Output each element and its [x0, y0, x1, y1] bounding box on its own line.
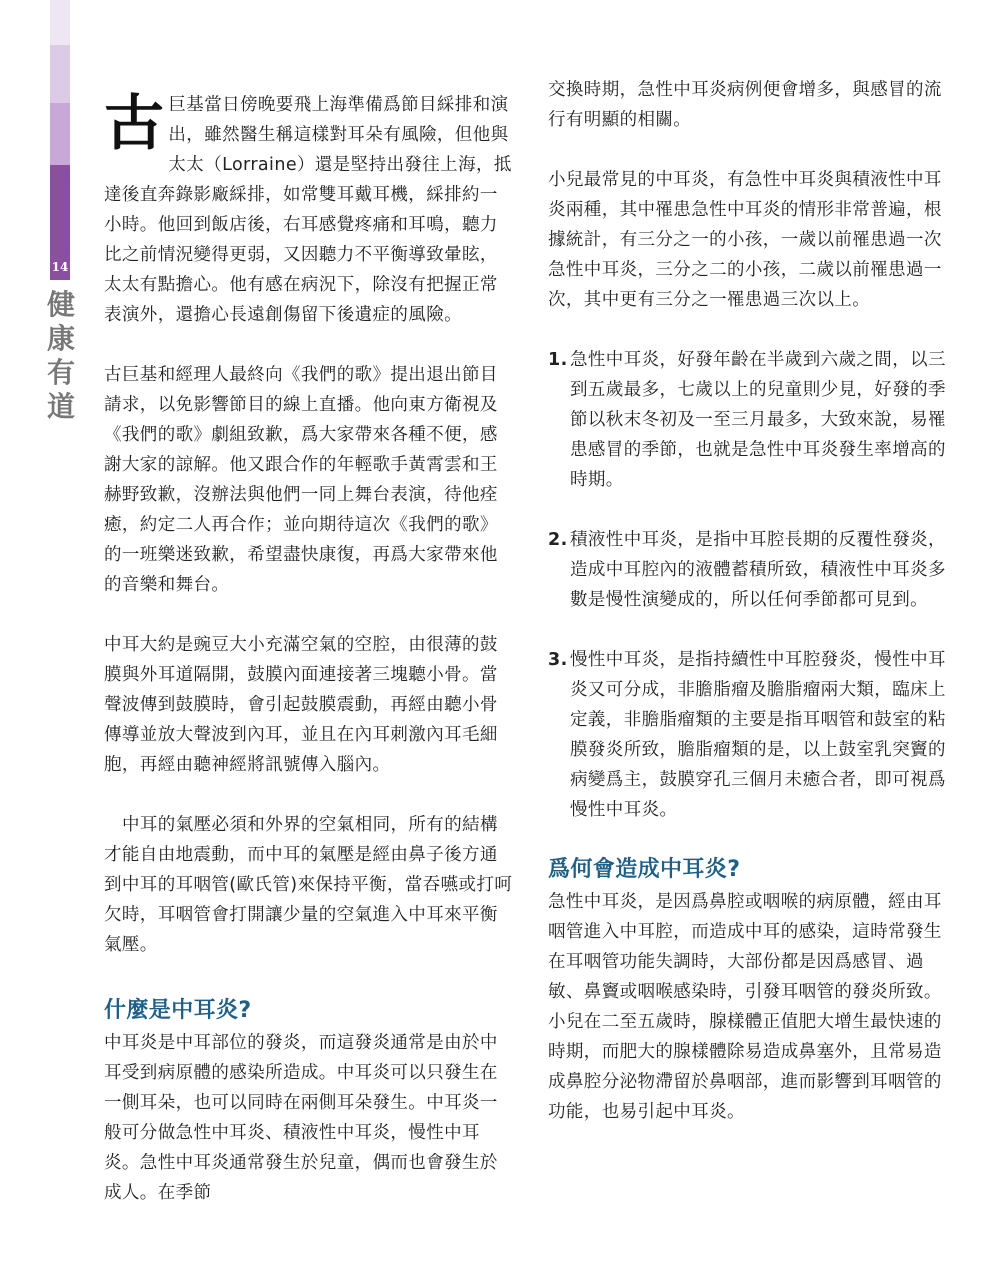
list-text: 積液性中耳炎，是指中耳腔長期的反覆性發炎，造成中耳腔內的液體蓄積所致，積液性中耳炎多數是慢性演變成的，所以任何季節都可見到。 — [570, 530, 946, 610]
paragraph-causes: 急性中耳炎，是因爲鼻腔或咽喉的病原體，經由耳咽管進入中耳腔，而造成中耳的感染，這時常發生在耳咽管功能失調時，大部份都是因爲感冒、過敏、鼻竇或咽喉感染時，引發耳咽管的發炎所致。小兒在二至五歲時，腺樣體正值肥大增生最快速的時期，而肥大的腺樣體除易造成鼻塞外，且常易造成鼻腔分泌物滯留於鼻咽部，進而影響到耳咽管的功能，也易引起中耳炎。 — [548, 892, 942, 1122]
heading-what-is-otitis: 什麼是中耳炎? — [104, 998, 252, 1023]
paragraph-otitis-definition: 中耳炎是中耳部位的發炎，而這發炎通常是由於中耳受到病原體的感染所造成。中耳炎可以只發生在一側耳朵，也可以同時在兩側耳朵發生。中耳炎一般可分做急性中耳炎、積液性中耳炎，慢性中耳炎。急性中耳炎通常發生於兒童，偶而也會發生於成人。在季節 — [104, 1033, 498, 1203]
list-item — [548, 345, 958, 495]
list-text: 慢性中耳炎，是指持續性中耳腔發炎，慢性中耳炎又可分成，非膽脂瘤及膽脂瘤兩大類，臨床上定義，非膽脂瘤類的主要是指耳咽管和鼓室的粘膜發炎所致，膽脂瘤類的是，以上鼓室乳突竇的病變爲主，鼓膜穿孔三個月未癒合者，即可視爲慢性中耳炎。 — [570, 650, 946, 820]
drop-cap: 古 — [104, 89, 165, 159]
intro-paragraph — [104, 90, 514, 330]
paragraph-air-pressure: 中耳的氣壓必須和外界的空氣相同，所有的結構才能自由地震動，而中耳的氣壓是經由鼻子後方通到中耳的耳咽管(歐氏管)來保持平衡，當吞嚥或打呵欠時，耳咽管會打開讓少量的空氣進入中耳來平衡氣壓。 — [104, 815, 513, 955]
list-number: 1. — [548, 350, 568, 370]
sidebar-band-2 — [50, 45, 70, 103]
list-item — [548, 645, 958, 825]
paragraph-withdrawal: 古巨基和經理人最終向《我們的歌》提出退出節目請求，以免影響節目的線上直播。他向東方衛視及《我們的歌》劇組致歉，爲大家帶來各種不便，感謝大家的諒解。他又跟合作的年輕歌手黃霄雲和王赫野致歉，沒辦法與他們一同上舞台表演，待他痊癒，約定二人再合作；並向期待這次《我們的歌》的一班樂迷致歉，希望盡快康復，再爲大家帶來他的音樂和舞台。 — [104, 365, 498, 595]
paragraph-middle-ear: 中耳大約是豌豆大小充滿空氣的空腔，由很薄的鼓膜與外耳道隔開，鼓膜內面連接著三塊聽小骨。當聲波傳到鼓膜時，會引起鼓膜震動，再經由聽小骨傳導並放大聲波到內耳，並且在內耳刺激內耳毛細胞，再經由聽神經將訊號傳入腦內。 — [104, 635, 498, 775]
list-number: 3. — [548, 650, 568, 670]
list-text: 急性中耳炎，好發年齡在半歲到六歲之間，以三到五歲最多，七歲以上的兒童則少見，好發的季節以秋末冬初及一至三月最多，大致來說，易罹患感冒的季節，也就是急性中耳炎發生率增高的時期。 — [570, 350, 946, 490]
section-title: 健康有道 — [46, 288, 75, 423]
sidebar-band-3 — [50, 103, 70, 165]
intro-text: 巨基當日傍晚要飛上海準備爲節目綵排和演出，雖然醫生稱這樣對耳朵有風險，但他與太太（Lorraine）還是堅持出發往上海，抵達後直奔錄影廠綵排，如常雙耳戴耳機，綵排約一小時。他回到飯店後，右耳感覺疼痛和耳鳴，聽力比之前情況變得更弱，又因聽力不平衡導致暈眩，太太有點擔心。他有感在病況下，除沒有把握正常表演外，還擔心長遠創傷留下後遺症的風險。 — [104, 95, 512, 325]
sidebar-band-1 — [50, 0, 70, 45]
heading-causes: 爲何會造成中耳炎? — [548, 857, 741, 882]
list-item — [548, 525, 958, 615]
left-column — [104, 90, 514, 1208]
page-number: 14 — [51, 260, 69, 274]
paragraph-children-stats: 小兒最常見的中耳炎，有急性中耳炎與積液性中耳炎兩種，其中罹患急性中耳炎的情形非常普遍，根據統計，有三分之一的小孩，一歲以前罹患過一次急性中耳炎，三分之二的小孩，二歲以前罹患過一次，其中更有三分之一罹患過三次以上。 — [548, 170, 942, 310]
paragraph-seasonal: 交換時期，急性中耳炎病例便會增多，與感冒的流行有明顯的相關。 — [548, 80, 942, 130]
list-number: 2. — [548, 530, 568, 550]
right-column — [548, 75, 958, 1127]
